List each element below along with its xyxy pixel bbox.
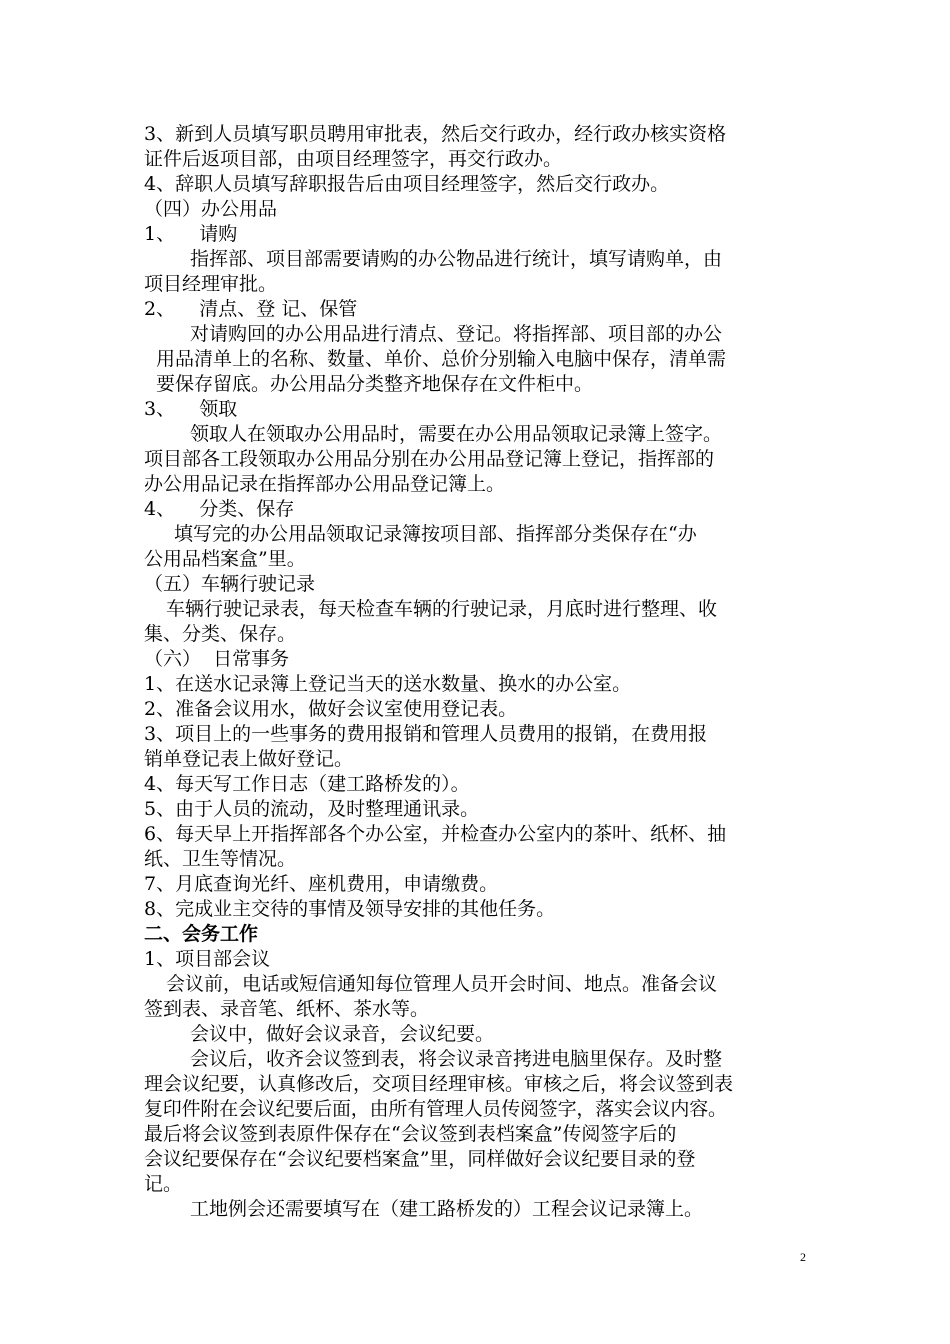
text-line: 会议前，电话或短信通知每位管理人员开会时间、地点。准备会议 (166, 973, 718, 995)
subsection-heading: 4、 分类、保存 (144, 498, 295, 520)
subsection-heading: 1、项目部会议 (144, 948, 271, 970)
text-line: 对请购回的办公用品进行清点、登记。将指挥部、项目部的办公 (190, 323, 723, 345)
page-number: 2 (800, 1250, 806, 1264)
text-line: 销单登记表上做好登记。 (144, 748, 354, 770)
text-line: 3、项目上的一些事务的费用报销和管理人员费用的报销，在费用报 (144, 723, 708, 745)
text-line: 最后将会议签到表原件保存在“会议签到表档案盒”传阅签字后的 (144, 1123, 677, 1145)
text-line: 指挥部、项目部需要请购的办公物品进行统计，填写请购单，由 (190, 248, 723, 270)
document-body (144, 122, 816, 1222)
text-line: 领取人在领取办公用品时，需要在办公用品领取记录簿上签字。 (190, 423, 723, 445)
subsection-heading: 1、 请购 (144, 223, 238, 245)
text-line: 公用品档案盒”里。 (144, 548, 306, 570)
text-line: 会议中，做好会议录音，会议纪要。 (190, 1023, 495, 1045)
text-line: 要保存留底。办公用品分类整齐地保存在文件柜中。 (156, 373, 594, 395)
text-line: 3、新到人员填写职员聘用审批表，然后交行政办，经行政办核实资格 (144, 123, 727, 145)
text-line: 2、准备会议用水，做好会议室使用登记表。 (144, 698, 518, 720)
text-line: 记。 (144, 1173, 183, 1195)
text-line: 项目经理审批。 (144, 273, 278, 295)
text-line: 用品清单上的名称、数量、单价、总价分别输入电脑中保存，清单需 (156, 348, 727, 370)
text-line: 8、完成业主交待的事情及领导安排的其他任务。 (144, 898, 556, 920)
text-line: 项目部各工段领取办公用品分别在办公用品登记簿上登记，指挥部的 (144, 448, 715, 470)
subsection-heading: 2、 清点、登 记、保管 (144, 298, 358, 320)
text-line: 证件后返项目部，由项目经理签字，再交行政办。 (144, 148, 563, 170)
text-line: 办公用品记录在指挥部办公用品登记簿上。 (144, 473, 506, 495)
text-line: 纸、卫生等情况。 (144, 848, 297, 870)
text-line: 理会议纪要，认真修改后，交项目经理审核。审核之后，将会议签到表 (144, 1073, 734, 1095)
text-line: 工地例会还需要填写在（建工路桥发的）工程会议记录簿上。 (190, 1198, 704, 1220)
section-heading: （六） 日常事务 (144, 648, 290, 670)
text-line: 签到表、录音笔、纸杯、茶水等。 (144, 998, 430, 1020)
text-line: 集、分类、保存。 (144, 623, 297, 645)
text-line: 4、辞职人员填写辞职报告后由项目经理签字，然后交行政办。 (144, 173, 670, 195)
text-line: 车辆行驶记录表，每天检查车辆的行驶记录，月底时进行整理、收 (166, 598, 718, 620)
text-line: 4、每天写工作日志（建工路桥发的）。 (144, 773, 470, 795)
section-heading: （五）车辆行驶记录 (144, 573, 316, 595)
text-line: 5、由于人员的流动，及时整理通讯录。 (144, 798, 480, 820)
text-line: 6、每天早上开指挥部各个办公室，并检查办公室内的茶叶、纸杯、抽 (144, 823, 727, 845)
subsection-heading: 3、 领取 (144, 398, 238, 420)
text-line: 会议后，收齐会议签到表，将会议录音拷进电脑里保存。及时整 (190, 1048, 723, 1070)
text-line: 1、在送水记录簿上登记当天的送水数量、换水的办公室。 (144, 673, 632, 695)
chapter-heading: 二、会务工作 (144, 923, 259, 945)
text-line: 7、月底查询光纤、座机费用，申请缴费。 (144, 873, 499, 895)
text-line: 填写完的办公用品领取记录簿按项目部、指挥部分类保存在“办 (174, 523, 697, 545)
section-heading: （四）办公用品 (144, 198, 278, 220)
text-line: 复印件附在会议纪要后面，由所有管理人员传阅签字，落实会议内容。 (144, 1098, 727, 1120)
text-line: 会议纪要保存在“会议纪要档案盒”里，同样做好会议纪要目录的登 (144, 1148, 696, 1170)
